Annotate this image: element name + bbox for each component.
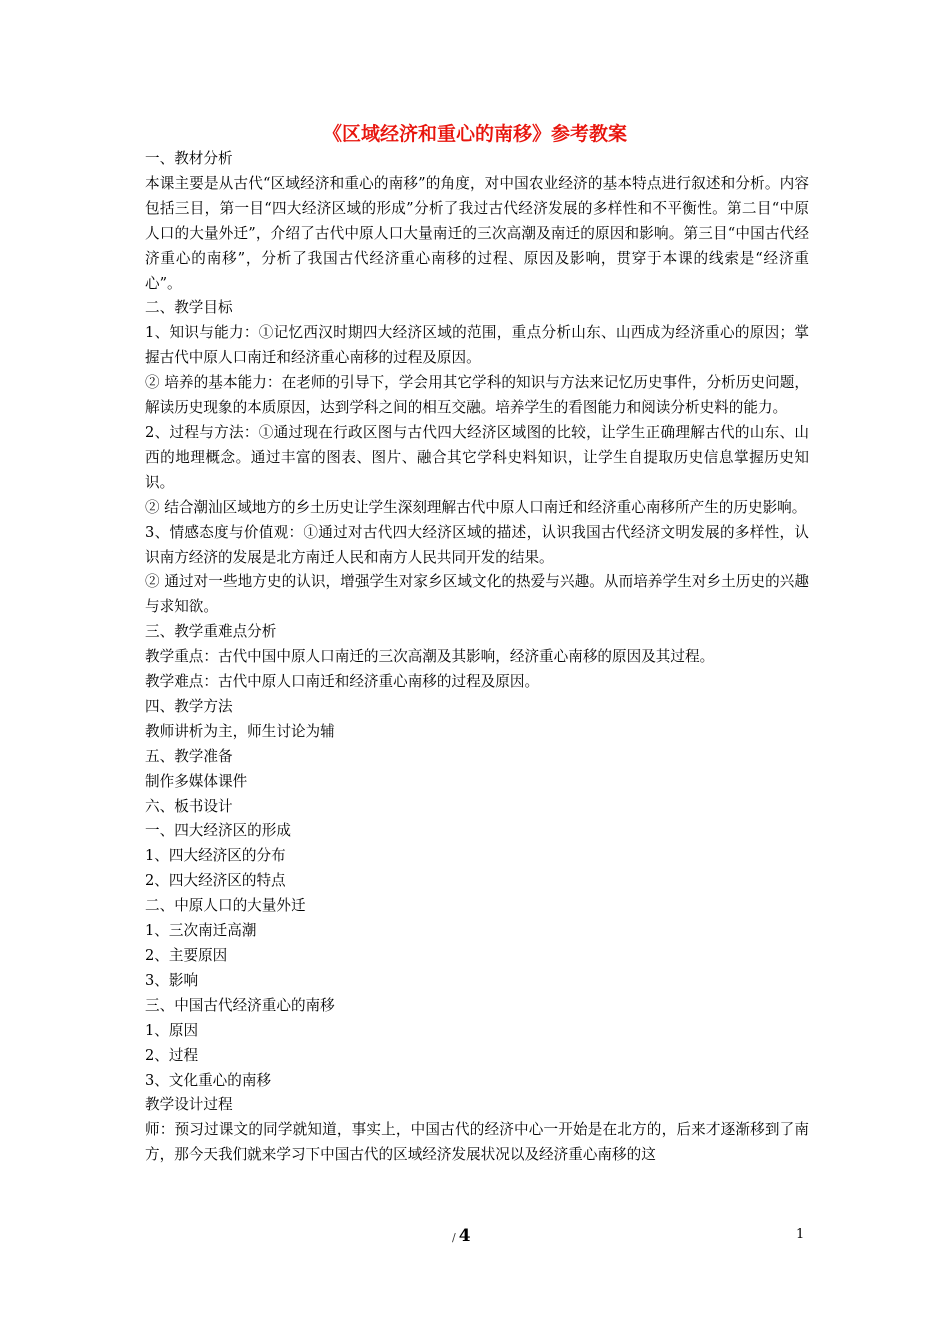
paragraph: 二、中原人口的大量外迁 bbox=[145, 897, 306, 915]
paragraph: 1、原因 bbox=[145, 1021, 199, 1039]
paragraph: 教学重点：古代中国中原人口南迁的三次高潮及其影响，经济重心南移的原因及其过程。 bbox=[145, 648, 715, 666]
paragraph: 2、主要原因 bbox=[145, 947, 228, 964]
paragraph: 三、中国古代经济重心的南移 bbox=[145, 996, 335, 1014]
paragraph: 师：预习过课文的同学就知道，事实上，中国古代的经济中心一开始是在北方的，后来才逐渐移到了南方，那今天我们就来学习下中国古代的区域经济发展状况以及经济重心南移的这 bbox=[145, 1121, 809, 1164]
paragraph: 四、教学方法 bbox=[145, 697, 233, 715]
paragraph: 一、四大经济区的形成 bbox=[145, 822, 291, 840]
paragraph: 教学难点：古代中原人口南迁和经济重心南移的过程及原因。 bbox=[145, 673, 540, 691]
page-total-indicator bbox=[452, 1225, 471, 1249]
total-pages: 4 bbox=[458, 1226, 471, 1246]
document-body bbox=[145, 147, 809, 1168]
paragraph: ② 通过对一些地方史的认识，增强学生对家乡区域文化的热爱与兴趣。从而培养学生对乡土历史的兴趣与求知欲。 bbox=[145, 573, 809, 616]
paragraph: 2、过程 bbox=[145, 1046, 199, 1064]
paragraph: 3、情感态度与价值观：①通过对古代四大经济区域的描述，认识我国古代经济文明发展的多样性，认识南方经济的发展是北方南迁人民和南方人民共同开发的结果。 bbox=[145, 523, 809, 566]
paragraph: ② 结合潮汕区域地方的乡土历史让学生深刻理解古代中原人口南迁和经济重心南移所产生的历史影响。 bbox=[145, 498, 807, 516]
page-separator: / bbox=[452, 1231, 456, 1244]
paragraph: 六、板书设计 bbox=[145, 797, 233, 815]
paragraph: 3、文化重心的南移 bbox=[145, 1071, 272, 1089]
page-footer bbox=[0, 1225, 950, 1249]
page-number: 1 bbox=[796, 1227, 805, 1242]
paragraph: 本课主要是从古代“区域经济和重心的南移”的角度，对中国农业经济的基本特点进行叙述和分析。内容包括三目，第一目“四大经济区域的形成”分析了我过古代经济发展的多样性和不平衡性。第二目“中原人口的大量外迁”，介绍了古代中原人口大量南迁的三次高潮及南迁的原因和影响。第三目“中国古代经济重心的南移”，分析了我国古代经济重心南移的过程、原因及影响，贯穿于本课的线索是“经济重心”。 bbox=[145, 174, 809, 292]
paragraph: 一、教材分析 bbox=[145, 150, 233, 167]
paragraph: 3、影响 bbox=[145, 971, 199, 989]
paragraph: 三、教学重难点分析 bbox=[145, 623, 277, 641]
paragraph: 五、教学准备 bbox=[145, 747, 233, 765]
paragraph: 1、知识与能力：①记忆西汉时期四大经济区域的范围，重点分析山东、山西成为经济重心的原因；掌握古代中原人口南迁和经济重心南移的过程及原因。 bbox=[145, 324, 809, 367]
paragraph: 教学设计过程 bbox=[145, 1096, 233, 1114]
paragraph: 2、过程与方法：①通过现在行政区图与古代四大经济区域图的比较，让学生正确理解古代的山东、山西的地理概念。通过丰富的图表、图片、融合其它学科史料知识，让学生自提取历史信息掌握历史知识。 bbox=[145, 423, 809, 491]
document-title: 《区域经济和重心的南移》参考教案 bbox=[322, 123, 627, 145]
paragraph: 教师讲析为主，师生讨论为辅 bbox=[145, 722, 335, 740]
paragraph: 1、四大经济区的分布 bbox=[145, 847, 286, 865]
paragraph: 1、三次南迁高潮 bbox=[145, 922, 257, 940]
paragraph: 2、四大经济区的特点 bbox=[145, 872, 286, 890]
paragraph: 制作多媒体课件 bbox=[145, 772, 248, 790]
paragraph: ② 培养的基本能力：在老师的引导下，学会用其它学科的知识与方法来记忆历史事件，分析历史问题，解读历史现象的本质原因，达到学科之间的相互交融。培养学生的看图能力和阅读分析史料的能力。 bbox=[145, 374, 809, 417]
paragraph: 二、教学目标 bbox=[145, 299, 233, 317]
